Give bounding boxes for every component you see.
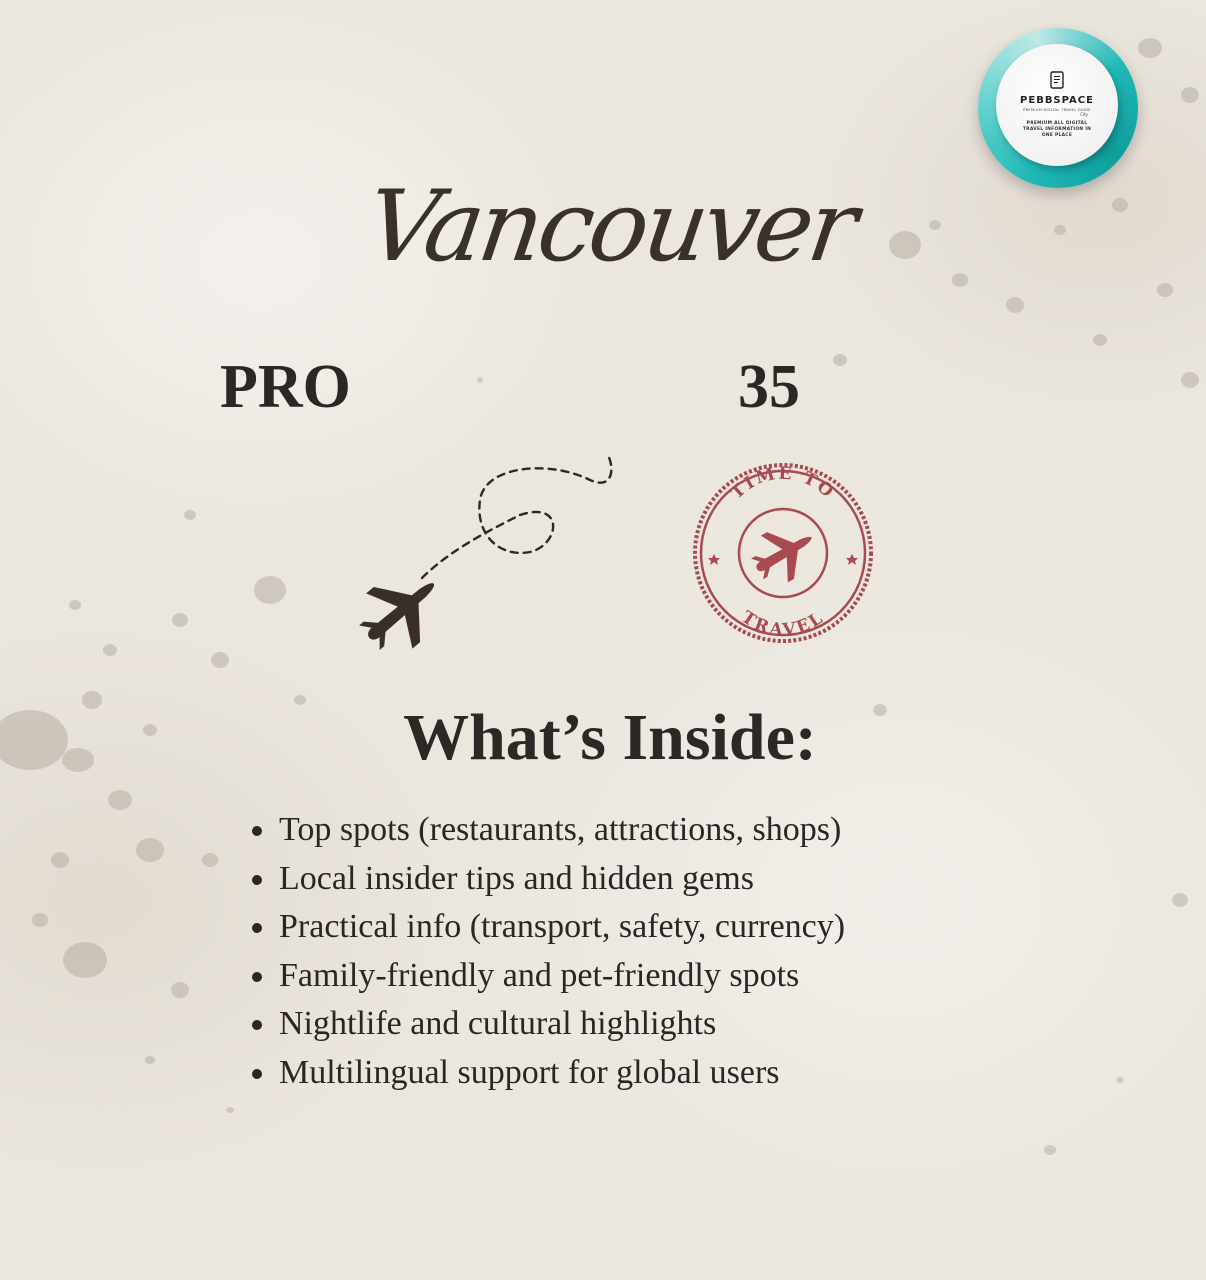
bullet-icon — [252, 972, 262, 982]
list-item — [252, 952, 845, 1001]
plane-trail-illustration — [350, 440, 630, 660]
logo-city-tag: City — [1080, 112, 1088, 118]
list-item — [252, 855, 845, 904]
time-to-travel-stamp — [688, 458, 878, 648]
feature-list — [252, 806, 845, 1097]
feature-text: Nightlife and cultural highlights — [279, 1005, 717, 1042]
logo-inner-disc — [996, 44, 1118, 166]
feature-text: Local insider tips and hidden gems — [279, 859, 754, 897]
feature-text: Top spots (restaurants, attractions, shops) — [279, 811, 842, 848]
bullet-icon — [252, 1020, 262, 1030]
bullet-icon — [252, 1069, 262, 1079]
feature-text: Family-friendly and pet-friendly spots — [279, 956, 800, 994]
bullet-icon — [252, 923, 262, 933]
plan-label: PRO — [220, 353, 351, 421]
document-icon — [1050, 71, 1064, 89]
city-title: Vancouver — [359, 170, 861, 284]
bullet-icon — [252, 826, 262, 836]
list-item — [252, 903, 845, 952]
plan-price: 35 — [738, 353, 800, 421]
pebbspace-logo-badge — [978, 28, 1138, 188]
list-item — [252, 1049, 845, 1098]
stamp-bottom-text: TRAVEL — [737, 607, 829, 641]
list-item — [252, 806, 845, 855]
bullet-icon — [252, 875, 262, 885]
stamp-top-text: TIME TO — [727, 463, 839, 504]
airplane-icon — [744, 514, 826, 592]
dashed-flight-path — [422, 455, 611, 578]
list-item — [252, 1000, 845, 1049]
logo-subline: PREMIUM ALL DIGITAL TRAVEL INFORMATION IN ONE PLACE — [1022, 121, 1092, 139]
logo-brand-name: PEBBSPACE — [1020, 94, 1094, 106]
whats-inside-heading: What’s Inside: — [403, 701, 817, 774]
logo-tagline: PREMIUM DIGITAL TRAVEL GUIDE — [1023, 107, 1091, 112]
feature-text: Multilingual support for global users — [279, 1053, 780, 1091]
feature-text: Practical info (transport, safety, currency) — [279, 908, 846, 945]
airplane-icon — [350, 556, 457, 660]
